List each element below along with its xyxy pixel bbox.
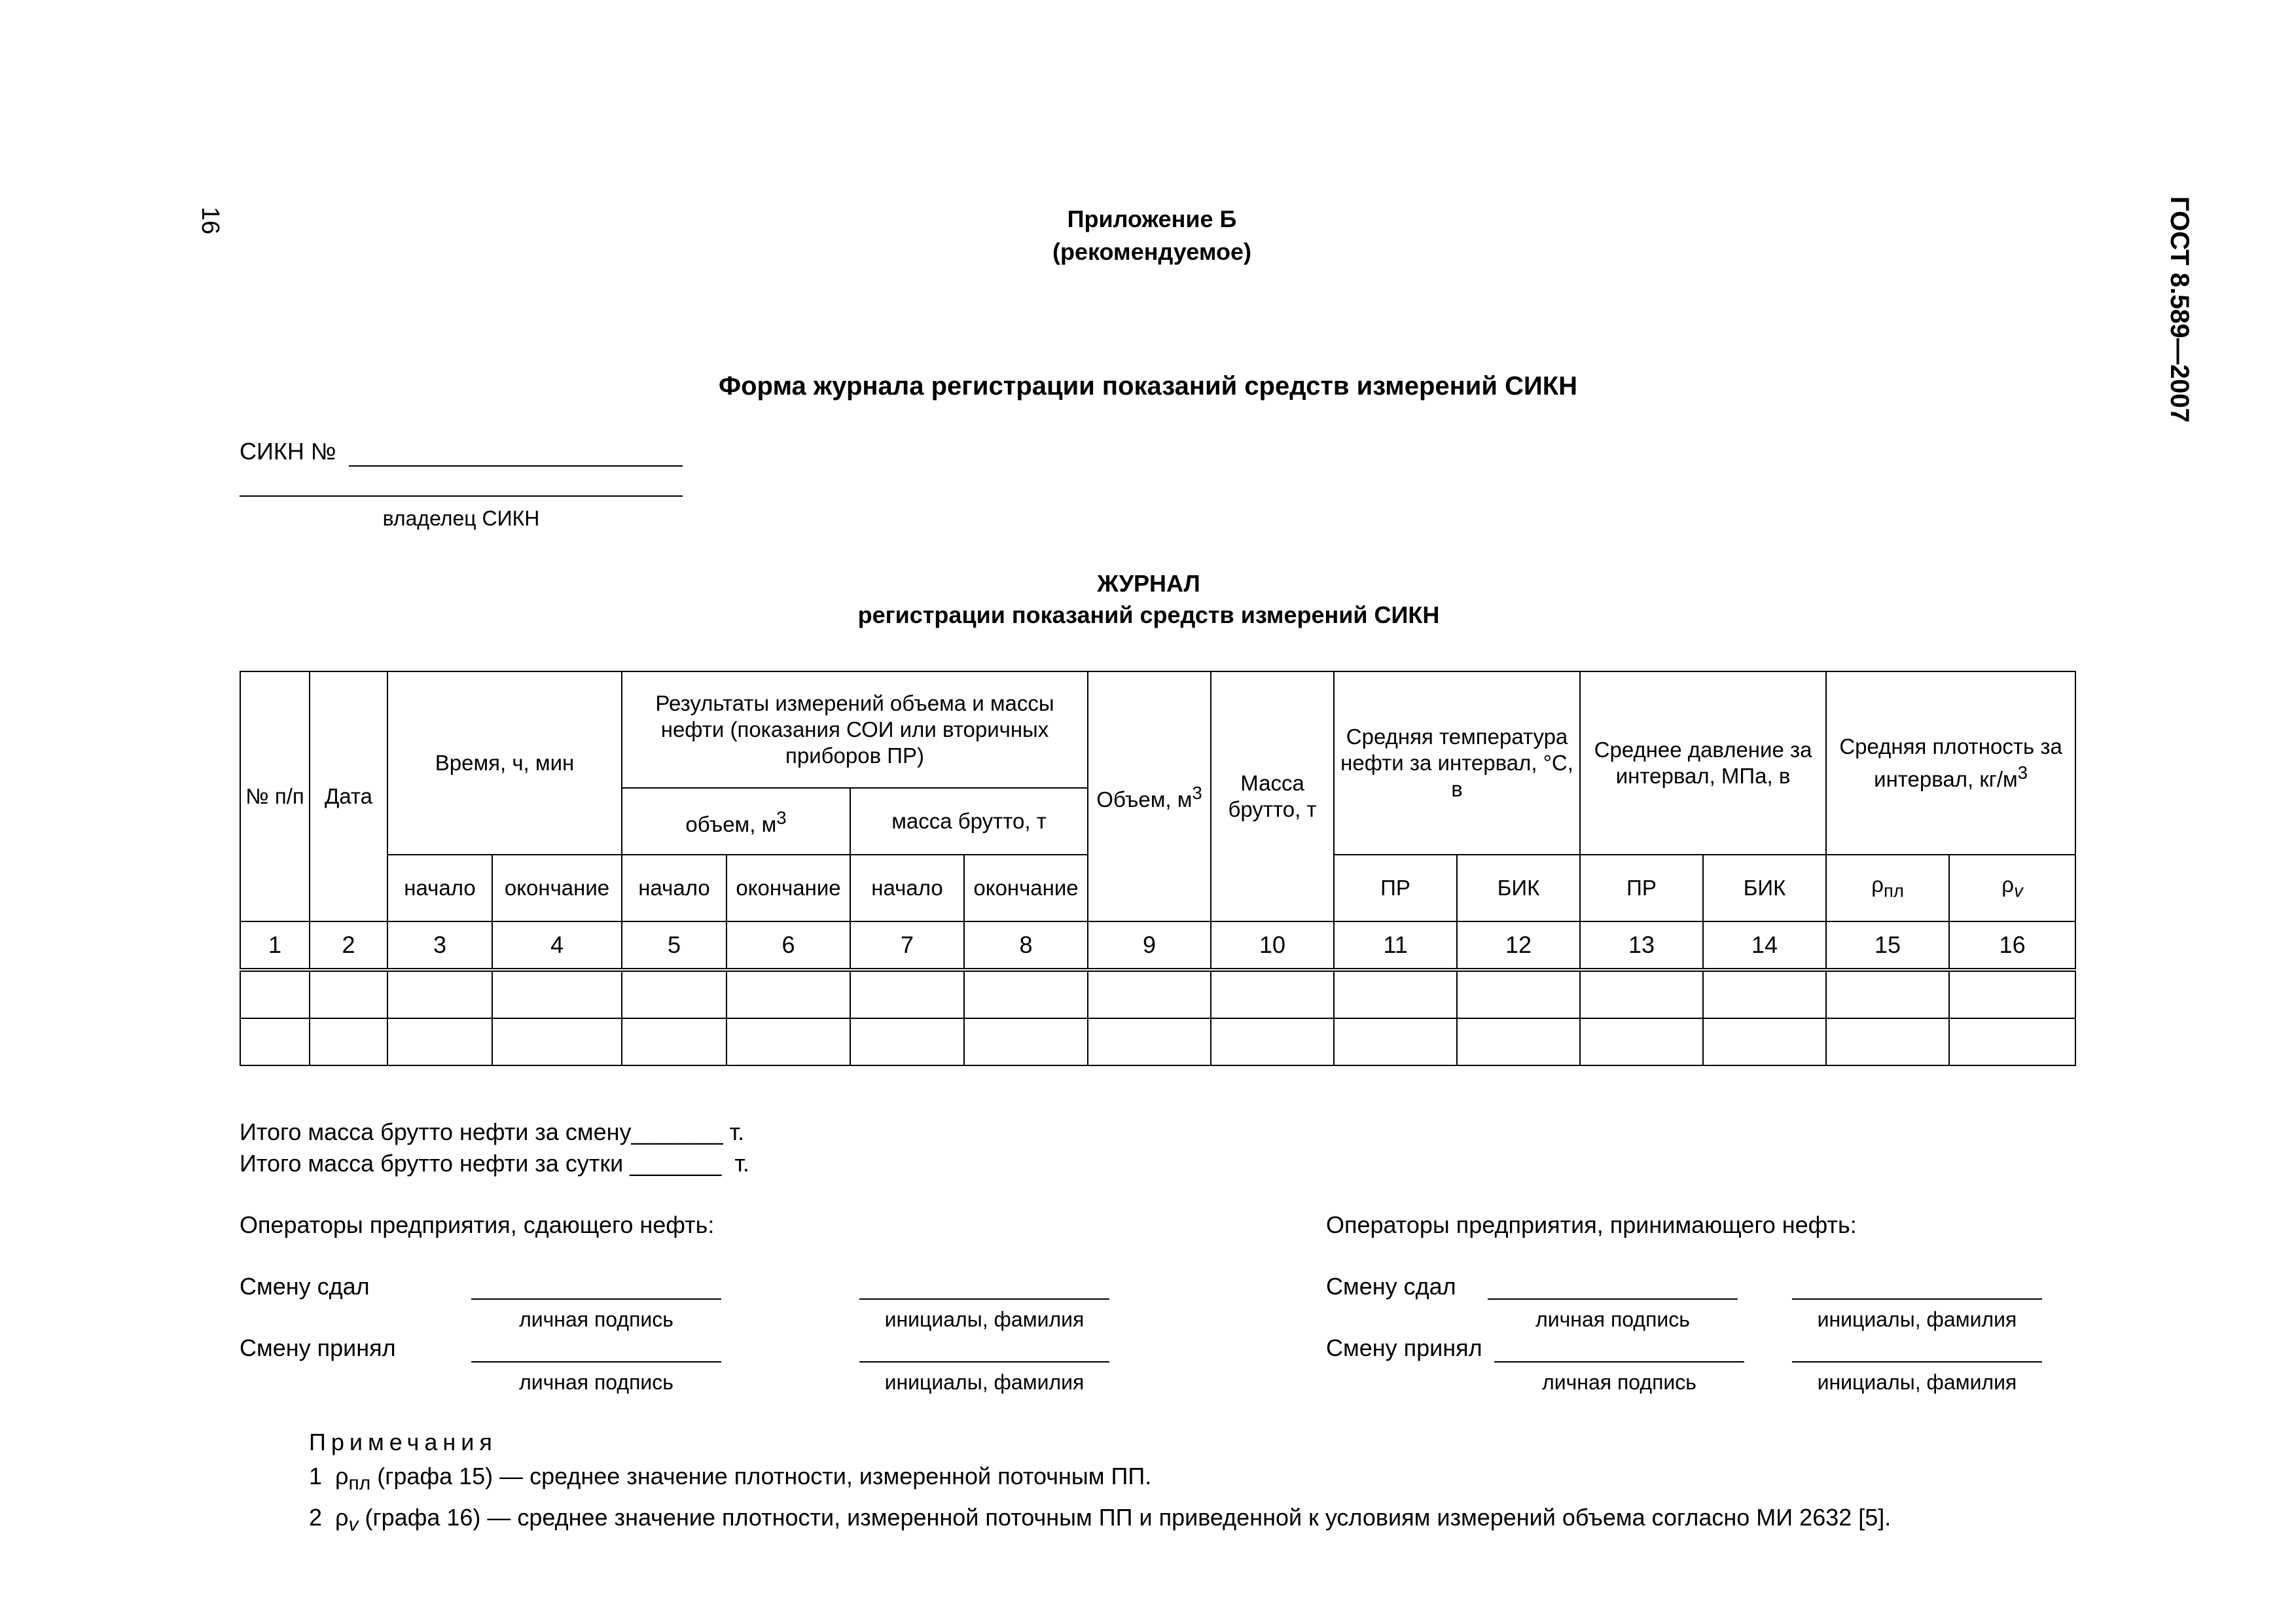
table-cell[interactable]: [1211, 1018, 1334, 1065]
left-handed-over-label: Смену сдал: [240, 1273, 370, 1300]
left-operators-heading: Операторы предприятия, сдающего нефть:: [240, 1211, 715, 1238]
pressure-bik-header: БИК: [1703, 855, 1826, 921]
column-number: 12: [1457, 921, 1580, 970]
table-cell[interactable]: [726, 1018, 850, 1065]
name-caption: инициалы, фамилия: [1817, 1308, 2017, 1331]
mass-end-header: окончание: [964, 855, 1088, 921]
table-cell[interactable]: [1949, 970, 2075, 1018]
time-start-header: начало: [387, 855, 492, 921]
name-caption: инициалы, фамилия: [884, 1308, 1085, 1331]
signature-caption: личная подпись: [1535, 1308, 1690, 1331]
log-table: [240, 671, 2076, 1066]
note-2: [309, 1501, 1891, 1542]
table-cell[interactable]: [1457, 1018, 1580, 1065]
sub-mass-header: масса брутто, т: [850, 788, 1088, 855]
journal-subtitle: регистрации показаний средств измерений СИКН: [857, 601, 1440, 628]
shift-total-label: Итого масса брутто нефти за смену: [240, 1118, 632, 1145]
left-accepted-name-line[interactable]: [859, 1361, 1109, 1363]
rho-v-subscript: v: [2014, 880, 2023, 901]
note-1-number: 1: [309, 1463, 323, 1489]
appendix-heading: [1014, 203, 1289, 268]
shift-total-blank[interactable]: _______: [631, 1118, 723, 1145]
table-cell[interactable]: [1211, 970, 1334, 1018]
col-date-header: Дата: [310, 671, 387, 921]
rho-pl-subscript: пл: [1883, 880, 1904, 901]
right-handed-over-label: Смену сдал: [1326, 1273, 1456, 1300]
column-number: 2: [310, 921, 387, 970]
time-end-header: окончание: [492, 855, 622, 921]
notes-block: [309, 1425, 1891, 1542]
column-number: 11: [1334, 921, 1457, 970]
table-cell[interactable]: [1088, 970, 1211, 1018]
rho-symbol: ρ: [335, 1504, 349, 1531]
sub-volume-sup: 3: [776, 808, 787, 828]
table-cell[interactable]: [1703, 1018, 1826, 1065]
col-mass-header: Масса брутто, т: [1211, 671, 1334, 921]
signature-caption: личная подпись: [519, 1308, 673, 1331]
day-total-label: Итого масса брутто нефти за сутки: [240, 1150, 624, 1177]
col-density-sup: 3: [2017, 762, 2028, 783]
table-cell[interactable]: [1703, 970, 1826, 1018]
note-2-text: (графа 16) — среднее значение плотности, измеренной поточным ПП и приведенной к условиям измерений объема согласно МИ 2632 [5].: [358, 1504, 1892, 1531]
column-number: 4: [492, 921, 622, 970]
column-number: 1: [240, 921, 310, 970]
rho-symbol: ρ: [1871, 872, 1884, 897]
table-cell[interactable]: [964, 970, 1088, 1018]
left-handed-over-signature-line[interactable]: [471, 1298, 721, 1300]
table-cell[interactable]: [622, 1018, 726, 1065]
density-rho-pl-header: [1826, 855, 1949, 921]
table-cell[interactable]: [1949, 1018, 2075, 1065]
notes-heading: Примечания: [309, 1429, 497, 1455]
name-caption: инициалы, фамилия: [884, 1370, 1085, 1394]
appendix-status: (рекомендуемое): [1052, 238, 1251, 265]
table-cell[interactable]: [850, 1018, 964, 1065]
appendix-title: Приложение Б: [1067, 205, 1237, 232]
column-number: 7: [850, 921, 964, 970]
left-accepted-label: Смену принял: [240, 1334, 396, 1361]
column-number: 13: [1580, 921, 1703, 970]
table-cell[interactable]: [240, 1018, 310, 1065]
signature-caption: личная подпись: [519, 1370, 673, 1394]
page-number: 16: [196, 206, 224, 235]
rho-symbol: ρ: [335, 1463, 349, 1489]
table-cell[interactable]: [622, 970, 726, 1018]
right-operators-heading: Операторы предприятия, принимающего нефть:: [1326, 1211, 1857, 1238]
name-caption: инициалы, фамилия: [1817, 1370, 2017, 1394]
column-number: 16: [1949, 921, 2075, 970]
sikn-number-line[interactable]: [349, 465, 683, 467]
temp-bik-header: БИК: [1457, 855, 1580, 921]
signature-caption: личная подпись: [1542, 1370, 1696, 1394]
sub-volume-label: объем, м: [685, 812, 777, 836]
col-temp-header: Средняя температура нефти за интервал, °С, в: [1334, 671, 1580, 855]
mass-start-header: начало: [850, 855, 964, 921]
day-total-blank[interactable]: _______: [630, 1150, 722, 1177]
journal-title: ЖУРНАЛ: [1097, 570, 1200, 597]
col-density-label: Средняя плотность за интервал, кг/м: [1839, 734, 2062, 791]
standard-code: ГОСТ 8.589—2007: [2165, 196, 2194, 423]
shift-total-line: [240, 1119, 744, 1145]
form-title: Форма журнала регистрации показаний средств измерений СИКН: [718, 372, 1578, 401]
column-number: 5: [622, 921, 726, 970]
header-row-1: [240, 671, 2075, 788]
col-volume-header: [1088, 671, 1211, 921]
table-row: [240, 970, 2075, 1018]
table-row: [240, 1018, 2075, 1065]
day-total-line: [240, 1150, 749, 1177]
col-pressure-header: Среднее давление за интервал, МПа, в: [1580, 671, 1826, 855]
left-accepted-signature-line[interactable]: [471, 1361, 721, 1363]
day-total-unit: т.: [734, 1150, 749, 1177]
rho-symbol: ρ: [2001, 872, 2015, 897]
table-cell[interactable]: [1580, 1018, 1703, 1065]
right-accepted-signature-line[interactable]: [1494, 1361, 1744, 1363]
right-handed-over-name-line[interactable]: [1792, 1298, 2042, 1300]
col-time-header: Время, ч, мин: [387, 671, 622, 855]
sub-volume-header: [622, 788, 850, 855]
table-cell[interactable]: [492, 1018, 622, 1065]
rho-pl-subscript: пл: [348, 1472, 371, 1495]
table-cell[interactable]: [1334, 970, 1457, 1018]
pressure-pr-header: ПР: [1580, 855, 1703, 921]
table-cell[interactable]: [964, 1018, 1088, 1065]
table-cell[interactable]: [1826, 970, 1949, 1018]
table-cell[interactable]: [1580, 970, 1703, 1018]
density-rho-v-header: [1949, 855, 2075, 921]
sikn-owner-line[interactable]: [240, 495, 683, 497]
table-cell[interactable]: [1826, 1018, 1949, 1065]
right-accepted-name-line[interactable]: [1792, 1361, 2042, 1363]
table-cell[interactable]: [310, 1018, 387, 1065]
note-2-number: 2: [309, 1504, 323, 1531]
table-cell[interactable]: [726, 970, 850, 1018]
temp-pr-header: ПР: [1334, 855, 1457, 921]
table-cell[interactable]: [387, 970, 492, 1018]
column-number: 14: [1703, 921, 1826, 970]
journal-heading: [720, 568, 1577, 631]
column-numbers-row: [240, 921, 2075, 970]
sikn-owner-caption: владелец СИКН: [382, 507, 540, 530]
note-1-text: (графа 15) — среднее значение плотности, измеренной поточным ПП.: [370, 1463, 1152, 1489]
rho-v-subscript: v: [348, 1514, 359, 1536]
table-cell[interactable]: [850, 970, 964, 1018]
col-results-header: Результаты измерений объема и массы нефти (показания СОИ или вторичных приборов ПР): [622, 671, 1088, 788]
table-cell[interactable]: [1457, 970, 1580, 1018]
left-handed-over-name-line[interactable]: [859, 1298, 1109, 1300]
sikn-number-label: СИКН №: [240, 438, 336, 465]
volume-end-header: окончание: [726, 855, 850, 921]
col-number-header: № п/п: [240, 671, 310, 921]
col-volume-label: Объем, м: [1096, 787, 1193, 812]
column-number: 10: [1211, 921, 1334, 970]
column-number: 8: [964, 921, 1088, 970]
table-cell[interactable]: [1088, 1018, 1211, 1065]
table-cell[interactable]: [1334, 1018, 1457, 1065]
right-handed-over-signature-line[interactable]: [1488, 1298, 1738, 1300]
note-1: [309, 1459, 1891, 1501]
table-cell[interactable]: [240, 970, 310, 1018]
column-number: 9: [1088, 921, 1211, 970]
col-volume-sup: 3: [1192, 783, 1202, 803]
table-cell[interactable]: [492, 970, 622, 1018]
volume-start-header: начало: [622, 855, 726, 921]
table-cell[interactable]: [310, 970, 387, 1018]
table-cell[interactable]: [387, 1018, 492, 1065]
column-number: 6: [726, 921, 850, 970]
shift-total-unit: т.: [729, 1118, 745, 1145]
column-number: 3: [387, 921, 492, 970]
column-number: 15: [1826, 921, 1949, 970]
col-density-header: [1826, 671, 2075, 855]
right-accepted-label: Смену принял: [1326, 1334, 1482, 1361]
